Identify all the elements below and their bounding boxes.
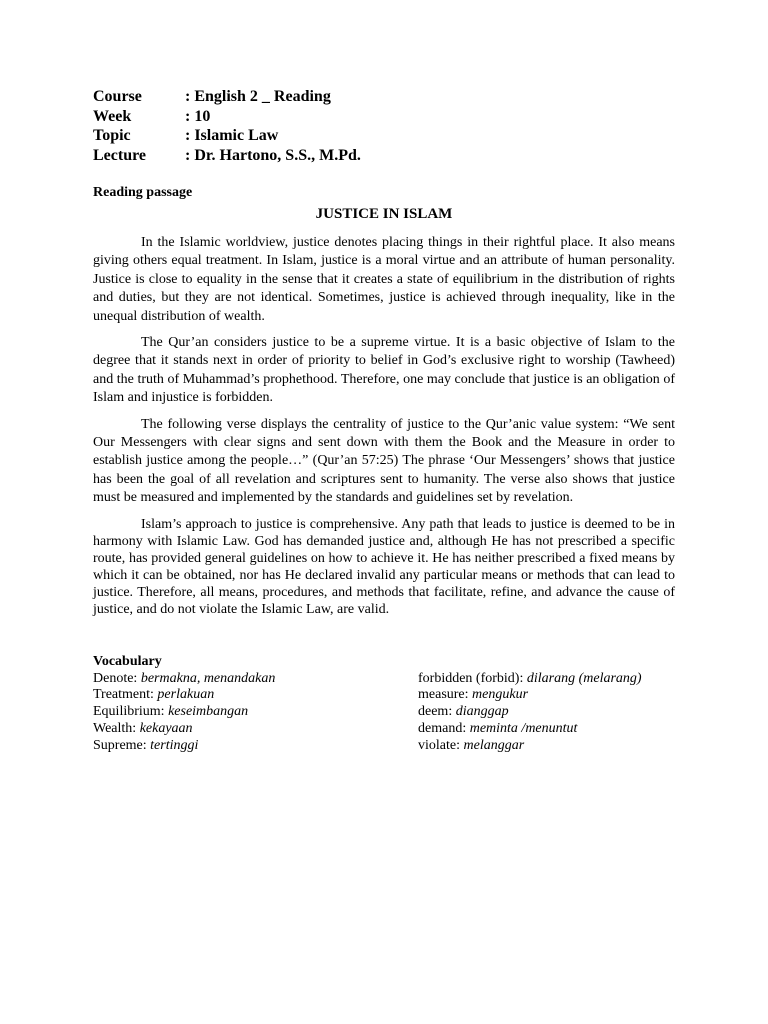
vocab-term: Wealth: bbox=[93, 720, 137, 736]
vocab-term: Equilibrium: bbox=[93, 704, 165, 720]
vocab-term: Supreme: bbox=[93, 737, 147, 753]
paragraph-3: The following verse displays the centrality of justice to the Qur’anic value system: “We sent Our Messengers with clear signs and sent down with them the Book and the Measure in order to establish justice among the people…” (Qur’an 57:25) The phrase ‘Our Messengers’ shows that justice has been the goal of all revelation and scriptures sent to humanity. The verse also shows that justice must be measured and implemented by the standards and guidelines set by revelation. bbox=[93, 416, 675, 506]
vocab-meaning: perlakuan bbox=[157, 687, 215, 703]
paragraph-4: Islam’s approach to justice is comprehensive. Any path that leads to justice is deemed to be in harmony with Islamic Law. God has demanded justice and, although He has not prescribed a specific route, has provided general guidelines on how to achieve it. He has neither prescribed a fixed means by which it can be obtained, nor has He declared invalid any particular means or methods that can lead to justice. Therefore, all means, procedures, and methods that facilitate, refine, and advance the cause of justice, and do not violate the Islamic Law, are valid. bbox=[93, 516, 675, 617]
header-row-week bbox=[93, 107, 361, 127]
week-value: : 10 bbox=[185, 107, 211, 125]
lecture-value: : Dr. Hartono, S.S., M.Pd. bbox=[185, 147, 361, 165]
vocab-term: deem: bbox=[418, 704, 453, 720]
vocab-term: Treatment: bbox=[93, 687, 154, 703]
paragraph-2: The Qur’an considers justice to be a supreme virtue. It is a basic objective of Islam to the degree that it stands next in order of priority to belief in God’s exclusive right to worship (Tawheed) and the truth of Muhammad’s prophethood. Therefore, one may conclude that justice is an obligation of Islam and injustice is forbidden. bbox=[93, 335, 675, 406]
vocabulary-section bbox=[93, 654, 675, 754]
vocab-entry bbox=[418, 687, 675, 704]
passage-body bbox=[93, 234, 675, 626]
vocab-term: forbidden (forbid): bbox=[418, 670, 524, 686]
vocab-meaning: dianggap bbox=[455, 704, 509, 720]
course-value: : English 2 _ Reading bbox=[185, 88, 331, 105]
vocab-meaning: tertinggi bbox=[150, 737, 199, 753]
vocab-meaning: keseimbangan bbox=[168, 704, 249, 720]
paragraph-1: In the Islamic worldview, justice denotes placing things in their rightful place. It also means giving others equal treatment. In Islam, justice is a moral virtue and an attribute of human personality. Justice is close to equality in the sense that it creates a state of equilibrium in the distribution of rights and duties, but they are not identical. Sometimes, justice is achieved through inequality, like in the unequal distribution of wealth. bbox=[93, 235, 675, 324]
vocab-meaning: meminta /menuntut bbox=[469, 720, 578, 736]
passage-title: JUSTICE IN ISLAM bbox=[315, 206, 453, 222]
vocab-meaning: mengukur bbox=[472, 687, 529, 703]
header-row-lecture bbox=[93, 146, 361, 166]
vocabulary-left-column bbox=[93, 671, 418, 755]
vocab-meaning: melanggar bbox=[463, 737, 525, 753]
vocab-entry bbox=[93, 704, 418, 721]
course-label: Course bbox=[93, 88, 142, 105]
week-label: Week bbox=[93, 107, 132, 125]
vocab-term: Denote: bbox=[93, 670, 138, 686]
vocabulary-columns bbox=[93, 671, 675, 755]
vocab-meaning: kekayaan bbox=[139, 720, 193, 736]
vocab-term: measure: bbox=[418, 687, 469, 703]
topic-label: Topic bbox=[93, 127, 131, 145]
vocab-entry bbox=[93, 671, 418, 688]
vocab-entry bbox=[93, 721, 418, 738]
course-header bbox=[93, 87, 361, 166]
vocabulary-heading: Vocabulary bbox=[93, 654, 162, 669]
lecture-label: Lecture bbox=[93, 147, 147, 165]
vocab-entry bbox=[93, 738, 418, 755]
header-row-course bbox=[93, 87, 361, 107]
vocab-term: violate: bbox=[418, 737, 460, 753]
vocab-term: demand: bbox=[418, 720, 467, 736]
vocab-entry bbox=[418, 671, 675, 688]
vocab-meaning: dilarang (melarang) bbox=[526, 670, 642, 686]
vocab-entry bbox=[418, 738, 675, 755]
vocab-meaning: bermakna, menandakan bbox=[140, 670, 276, 686]
vocabulary-right-column bbox=[418, 671, 675, 755]
section-label: Reading passage bbox=[93, 185, 193, 200]
vocab-entry bbox=[93, 687, 418, 704]
header-row-topic bbox=[93, 126, 361, 146]
vocab-entry bbox=[418, 704, 675, 721]
vocab-entry bbox=[418, 721, 675, 738]
topic-value: : Islamic Law bbox=[185, 127, 279, 145]
